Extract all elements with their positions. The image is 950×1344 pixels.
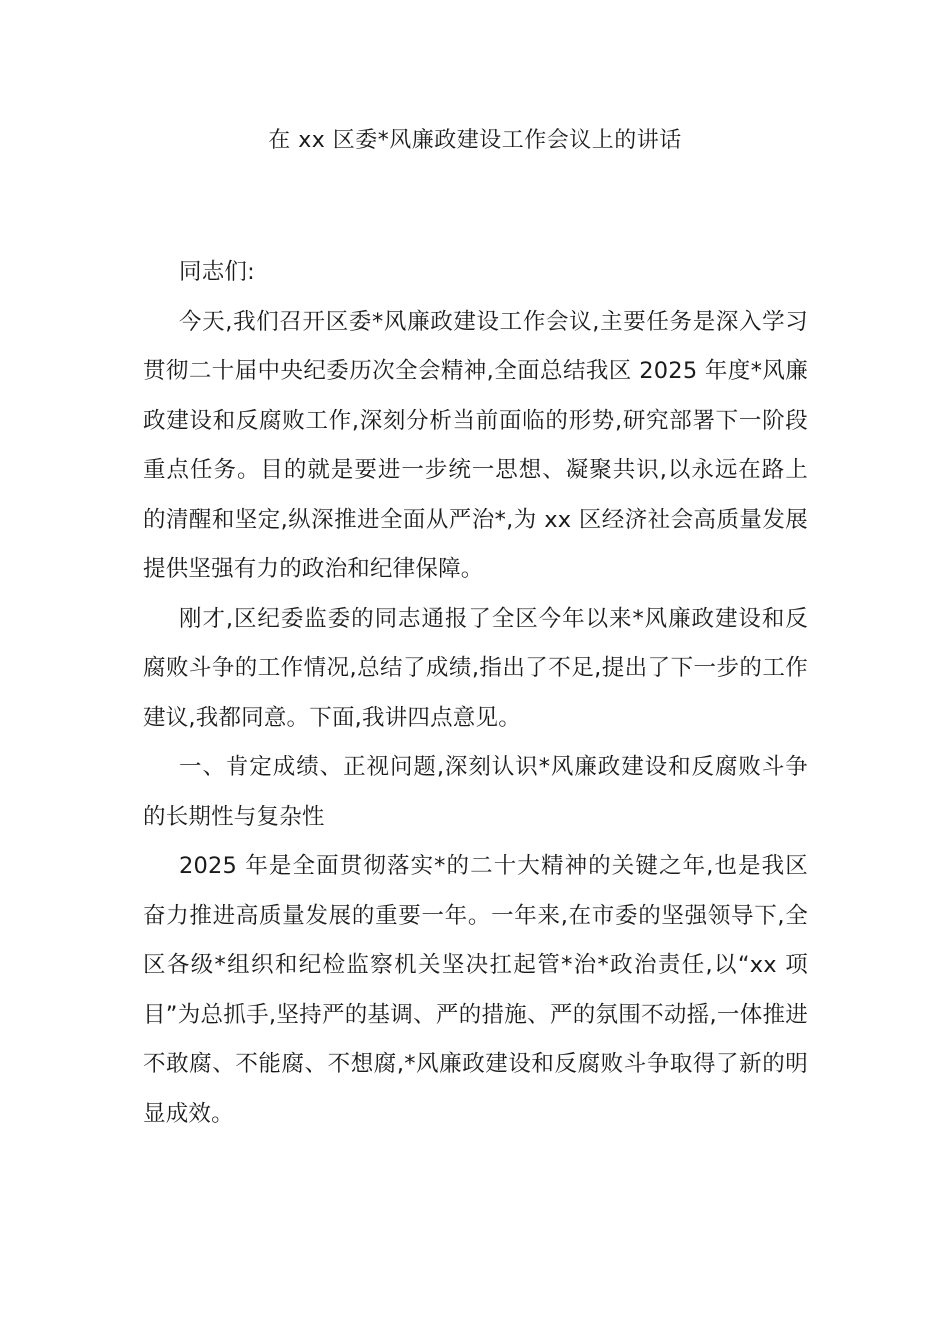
paragraph-intro: 今天,我们召开区委*风廉政建设工作会议,主要任务是深入学习贯彻二十届中央纪委历次全会精神,全面总结我区 2025 年度*风廉政建设和反腐败工作,深刻分析当前面临的形势,研究部署下一阶段重点任务。目的就是要进一步统一思想、凝聚共识,以永远在路上的清醒和坚定,纵深推进全面从严治*,为 xx 区经济社会高质量发展提供坚强有力的政治和纪律保障。	[143, 308, 808, 582]
document-title: 在 xx 区委*风廉政建设工作会议上的讲话	[268, 128, 682, 153]
paragraph-report: 刚才,区纪委监委的同志通报了全区今年以来*风廉政建设和反腐败斗争的工作情况,总结了成绩,指出了不足,提出了下一步的工作建议,我都同意。下面,我讲四点意见。	[143, 605, 808, 731]
salutation: 同志们:	[179, 259, 255, 285]
section-heading-one: 一、肯定成绩、正视问题,深刻认识*风廉政建设和反腐败斗争的长期性与复杂性	[143, 754, 808, 830]
document-body	[143, 248, 808, 1139]
paragraph-achievements: 2025 年是全面贯彻落实*的二十大精神的关键之年,也是我区奋力推进高质量发展的重要一年。一年来,在市委的坚强领导下,全区各级*组织和纪检监察机关坚决扛起管*治*政治责任,以“xx 项目”为总抓手,坚持严的基调、严的措施、严的氛围不动摇,一体推进不敢腐、不能腐、不想腐,*风廉政建设和反腐败斗争取得了新的明显成效。	[143, 853, 808, 1127]
